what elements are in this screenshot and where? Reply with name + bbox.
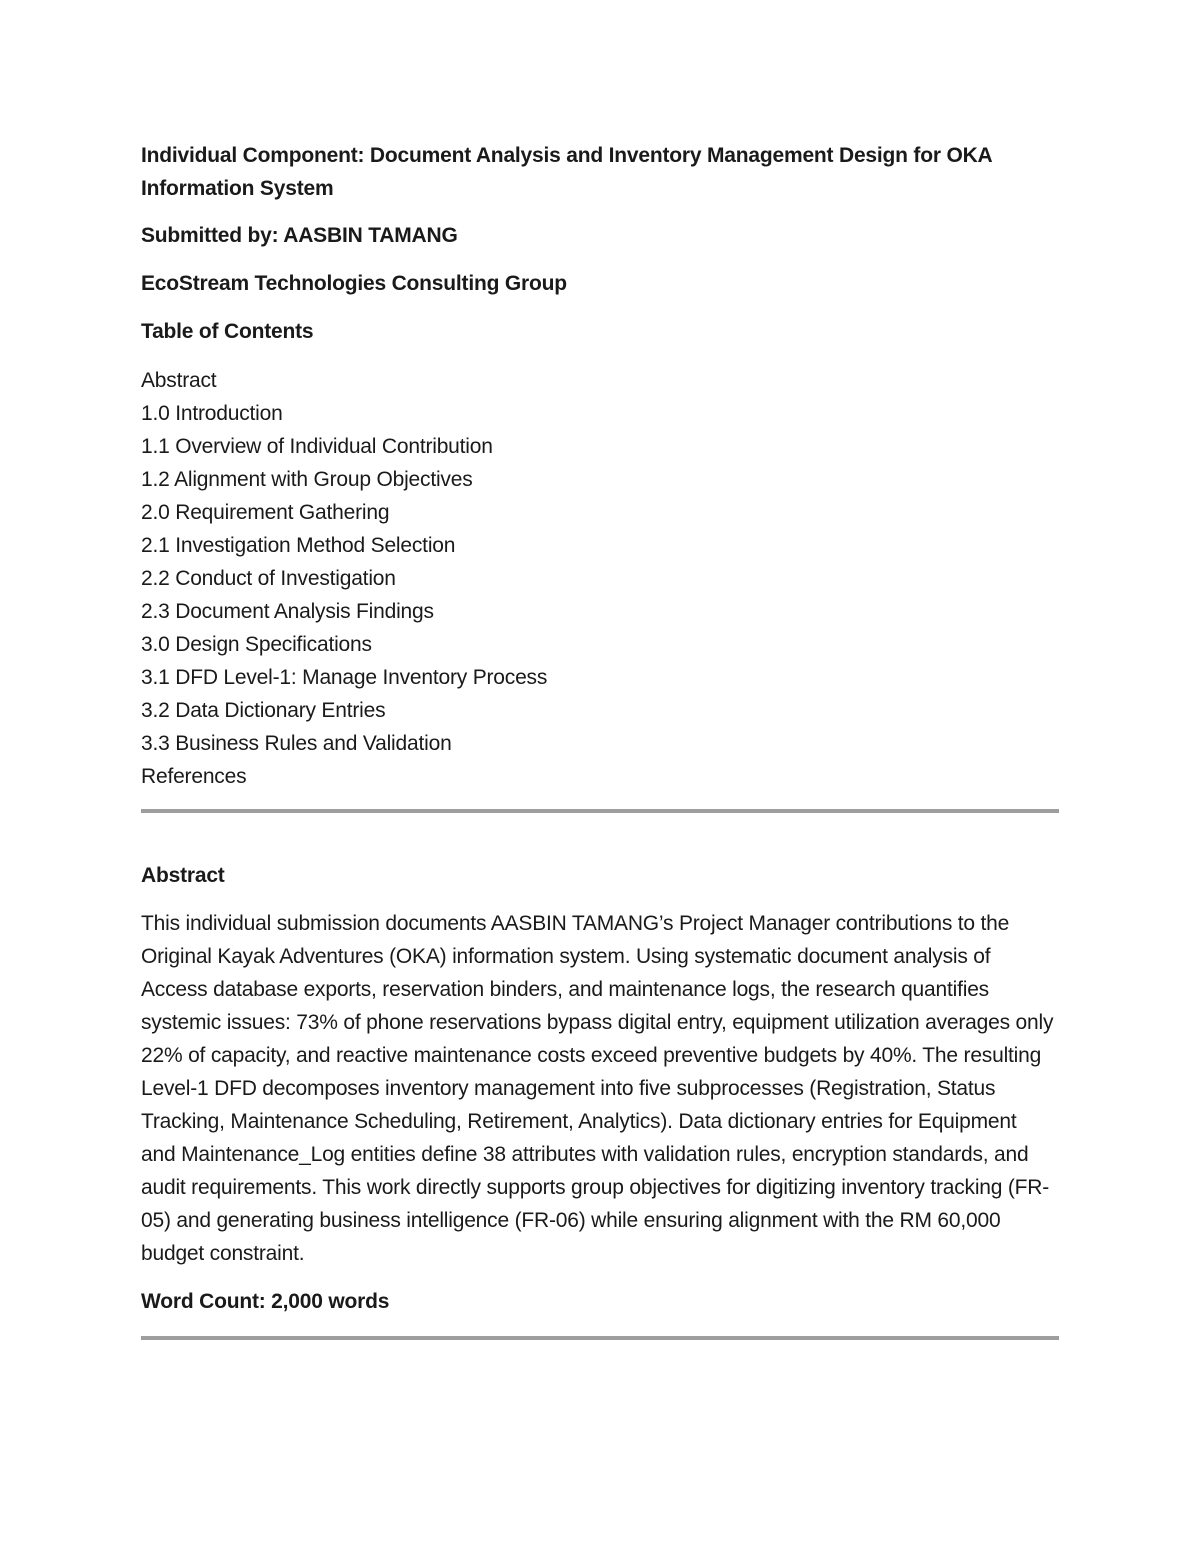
- toc-item: References: [141, 765, 247, 788]
- toc-item: 3.1 DFD Level-1: Manage Inventory Process: [141, 666, 548, 689]
- toc-item: 1.2 Alignment with Group Objectives: [141, 468, 473, 491]
- toc-item: 2.3 Document Analysis Findings: [141, 600, 434, 623]
- toc-item: 2.0 Requirement Gathering: [141, 501, 390, 524]
- toc-item: 3.0 Design Specifications: [141, 633, 372, 656]
- word-count: Word Count: 2,000 words: [141, 1290, 390, 1313]
- submitted-by: Submitted by: AASBIN TAMANG: [141, 224, 458, 247]
- toc-item: 3.3 Business Rules and Validation: [141, 732, 452, 755]
- document-page: [141, 139, 1059, 1340]
- organization-name: EcoStream Technologies Consulting Group: [141, 272, 567, 295]
- document-title: Individual Component: Document Analysis and Inventory Management Design for OKA Information System: [141, 144, 992, 200]
- toc-item: 2.1 Investigation Method Selection: [141, 534, 456, 557]
- abstract-heading: Abstract: [141, 864, 225, 887]
- abstract-body: This individual submission documents AASBIN TAMANG’s Project Manager contributions to the Original Kayak Adventures (OKA) information system. Using systematic document analysis of Access database exports, reservation binders, and maintenance logs, the research quantifies systemic issues: 73% of phone reservations bypass digital entry, equipment utilization averages only 22% of capacity, and reactive maintenance costs exceed preventive budgets by 40%. The resulting Level-1 DFD decomposes inventory management into five subprocesses (Registration, Status Tracking, Maintenance Scheduling, Retirement, Analytics). Data dictionary entries for Equipment and Maintenance_Log entities define 38 attributes with validation rules, encryption standards, and audit requirements. This work directly supports group objectives for digitizing inventory tracking (FR-05) and generating business intelligence (FR-06) while ensuring alignment with the RM 60,000 budget constraint.: [141, 912, 1054, 1265]
- toc-heading: Table of Contents: [141, 320, 314, 343]
- horizontal-divider: [141, 809, 1059, 813]
- toc-item: Abstract: [141, 369, 217, 392]
- toc-item: 2.2 Conduct of Investigation: [141, 567, 396, 590]
- toc-item: 1.0 Introduction: [141, 402, 283, 425]
- toc-item: 3.2 Data Dictionary Entries: [141, 699, 386, 722]
- table-of-contents: [141, 364, 1059, 793]
- toc-item: 1.1 Overview of Individual Contribution: [141, 435, 493, 458]
- horizontal-divider: [141, 1336, 1059, 1340]
